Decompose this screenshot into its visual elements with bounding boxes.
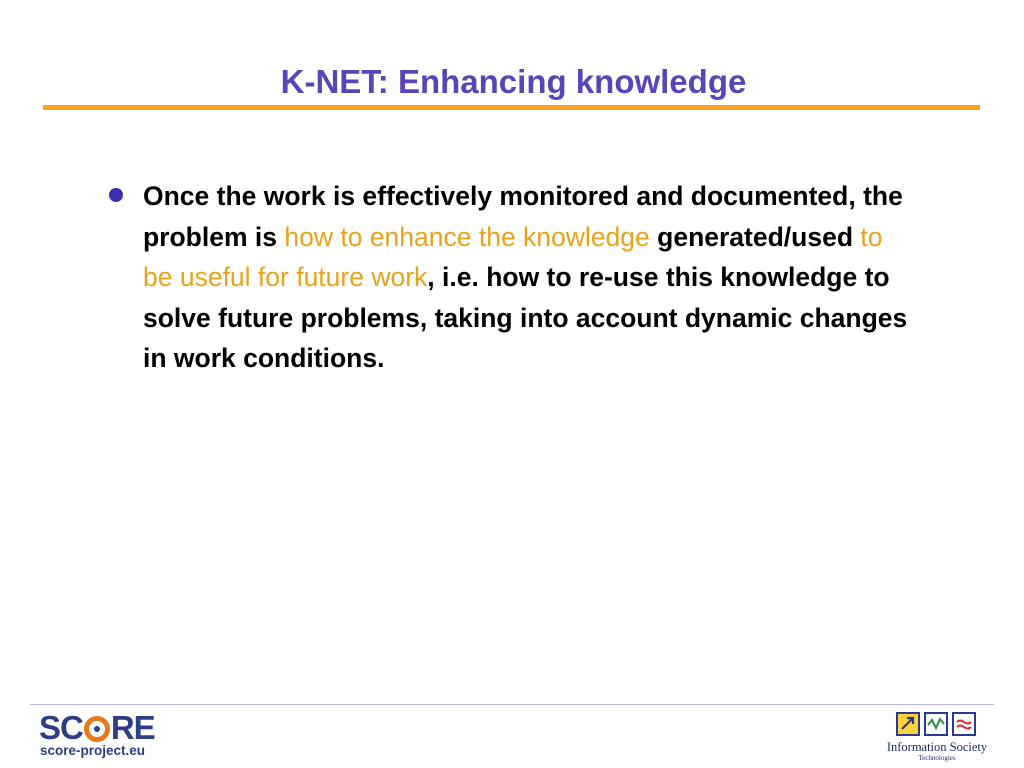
bullet-text xyxy=(143,176,913,379)
footer-divider xyxy=(30,704,994,705)
ist-logo xyxy=(896,712,978,738)
approx-icon xyxy=(952,712,976,736)
bullet-highlight: how to enhance the knowledge xyxy=(284,221,650,252)
slide-title: K-NET: Enhancing knowledge xyxy=(280,63,747,100)
bullet-segment: generated/used xyxy=(657,221,854,252)
logo-url: score-project.eu xyxy=(40,743,146,758)
title-underline xyxy=(43,105,980,110)
score-logo xyxy=(39,710,169,760)
logo-text-left: SC xyxy=(39,709,83,746)
ist-sublabel: Technologies xyxy=(918,754,956,762)
wave-icon xyxy=(924,712,948,736)
logo-text-right: RE xyxy=(110,709,155,746)
bullet-segment: Once the work is effectively monitored and documented, the problem is xyxy=(143,181,903,252)
ist-label: Information Society xyxy=(886,740,988,754)
bullet-highlight: to be useful for future work xyxy=(143,221,883,292)
bullet-dot-icon xyxy=(109,188,123,202)
score-logo-wordmark xyxy=(39,710,155,746)
bullet-segment: , i.e. how to re-use this knowledge to solve future problems, taking into account dynamic changes in work conditions. xyxy=(143,262,908,373)
logo-target-icon xyxy=(84,716,110,742)
arrow-icon xyxy=(896,712,920,736)
